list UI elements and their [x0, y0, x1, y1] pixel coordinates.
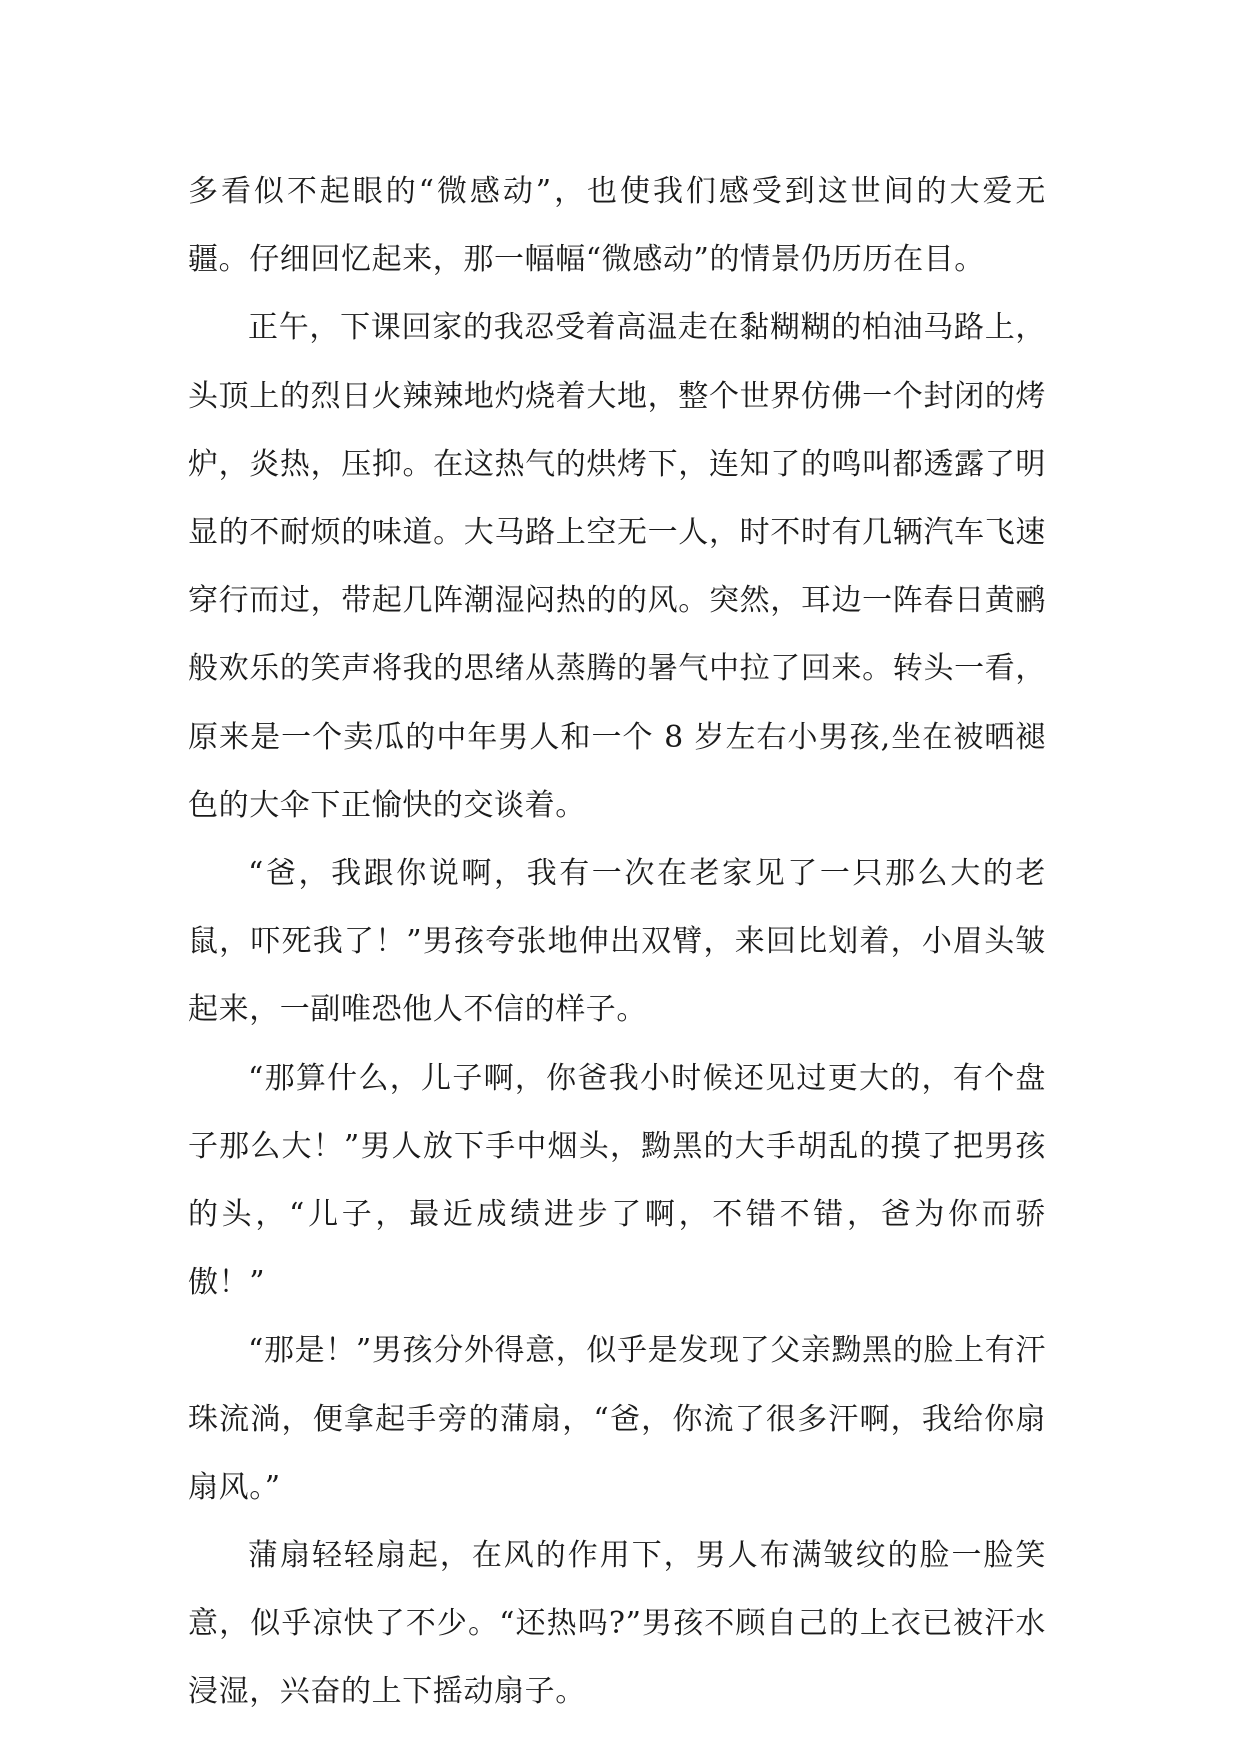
- paragraph-noon-scene: 正午，下课回家的我忍受着高温走在黏糊糊的柏油马路上，头顶上的烈日火辣辣地灼烧着大地，整个世界仿佛一个封闭的烤炉，炎热，压抑。在这热气的烘烤下，连知了的鸣叫都透露了明显的不耐烦的味道。大马路上空无一人，时不时有几辆汽车飞速穿行而过，带起几阵潮湿闷热的的风。突然，耳边一阵春日黄鹂般欢乐的笑声将我的思绪从蒸腾的暑气中拉了回来。转头一看，原来是一个卖瓜的中年男人和一个 8 岁左右小男孩,坐在被晒褪色的大伞下正愉快的交谈着。: [188, 310, 1046, 823]
- paragraph-boy-fan: “那是！”男孩分外得意，似乎是发现了父亲黝黑的脸上有汗珠流淌，便拿起手旁的蒲扇，“爸，你流了很多汗啊，我给你扇扇风。”: [188, 1333, 1046, 1505]
- paragraph-father-reply: “那算什么，儿子啊，你爸我小时候还见过更大的，有个盘子那么大！”男人放下手中烟头，黝黑的大手胡乱的摸了把男孩的头，“儿子，最近成绩进步了啊，不错不错，爸为你而骄傲！”: [188, 1060, 1046, 1301]
- paragraph-boy-mouse: “爸，我跟你说啊，我有一次在老家见了一只那么大的老鼠，吓死我了！”男孩夸张地伸出双臂，来回比划着，小眉头皱起来，一副唯恐他人不信的样子。: [188, 856, 1046, 1028]
- document-body: [188, 158, 1046, 1727]
- paragraph-fanning: 蒲扇轻轻扇起，在风的作用下，男人布满皱纹的脸一脸笑意，似乎凉快了不少。“还热吗?”男孩不顾自己的上衣已被汗水浸湿，兴奋的上下摇动扇子。: [188, 1538, 1046, 1710]
- paragraph-continuation: 多看似不起眼的“微感动”，也使我们感受到这世间的大爱无疆。仔细回忆起来，那一幅幅“微感动”的情景仍历历在目。: [188, 174, 1046, 278]
